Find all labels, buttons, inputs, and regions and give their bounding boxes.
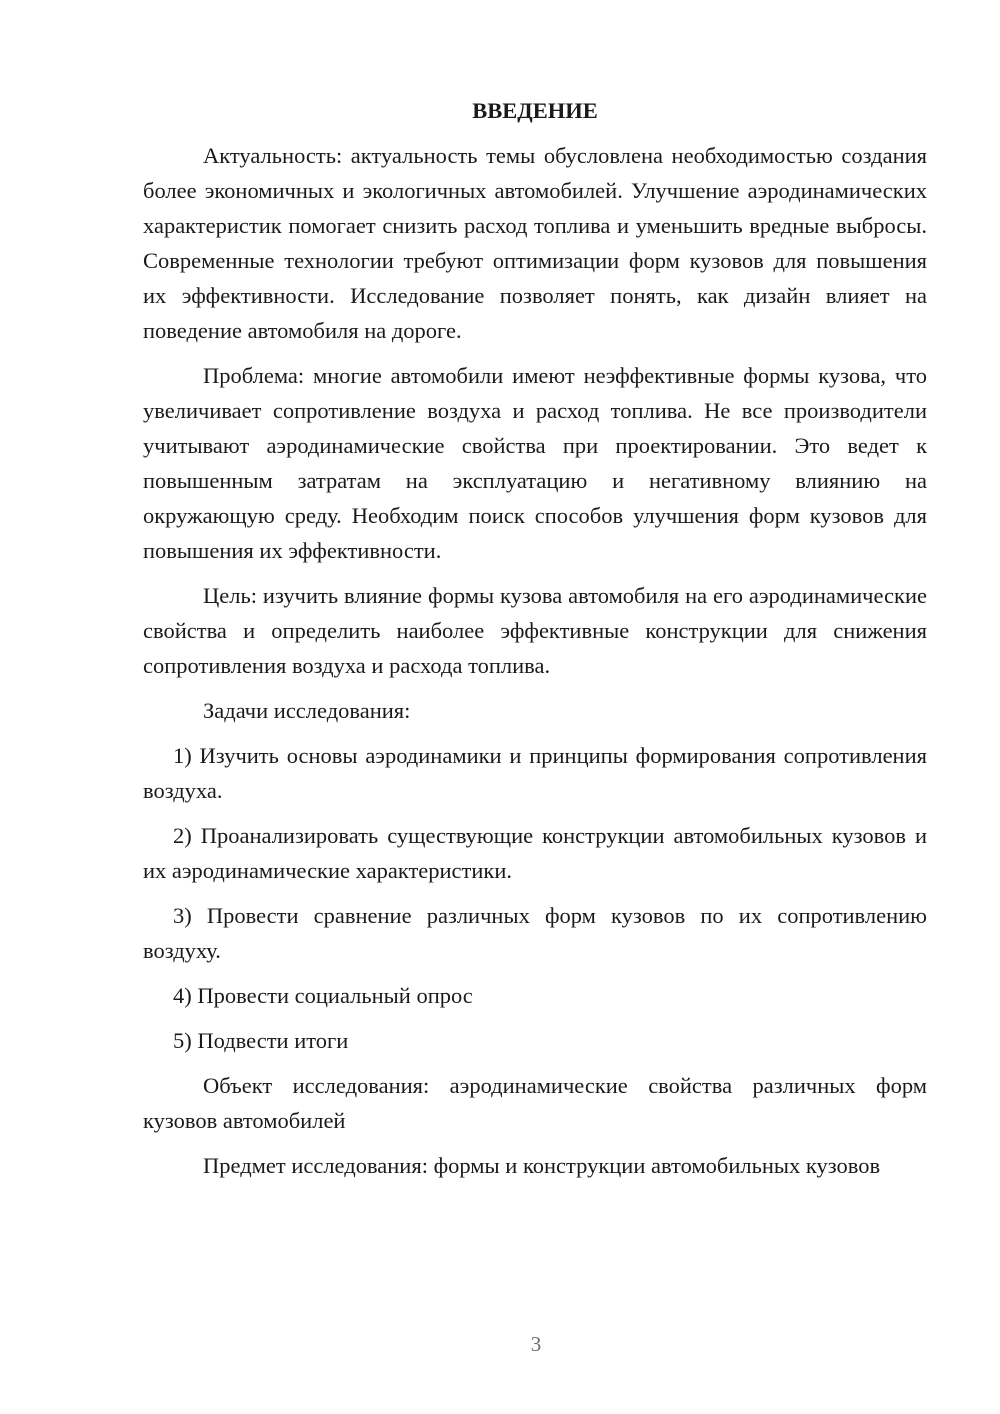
task-item-4: 4) Провести социальный опрос xyxy=(173,983,473,1008)
problem-paragraph: Проблема: многие автомобили имеют неэффективные формы кузова, что увеличивает сопротивление воздуха и расход топлива. Не все производители учитывают аэродинамические свойства при проектировании. Это ведет к повышенным затратам на эксплуатацию и негативному влиянию на окружающую среду. Необходим поиск способов улучшения форм кузовов для повышения их эффективности. xyxy=(143,363,927,563)
object-paragraph: Объект исследования: аэродинамические свойства различных форм кузовов автомобилей xyxy=(143,1073,927,1133)
page-number: 3 xyxy=(530,1332,542,1356)
page-title: ВВЕДЕНИЕ xyxy=(472,98,598,123)
task-item-1: 1) Изучить основы аэродинамики и принципы формирования сопротивления воздуха. xyxy=(143,743,927,803)
task-item-2: 2) Проанализировать существующие конструкции автомобильных кузовов и их аэродинамические характеристики. xyxy=(143,823,927,883)
subject-paragraph: Предмет исследования: формы и конструкции автомобильных кузовов xyxy=(203,1153,881,1178)
task-item-3: 3) Провести сравнение различных форм кузовов по их сопротивлению воздуху. xyxy=(143,903,927,963)
tasks-heading: Задачи исследования: xyxy=(203,698,411,723)
task-item-5: 5) Подвести итоги xyxy=(173,1028,349,1053)
relevance-paragraph: Актуальность: актуальность темы обусловлена необходимостью создания более экономичных и экологичных автомобилей. Улучшение аэродинамических характеристик помогает снизить расход топлива и уменьшить вредные выбросы. Современные технологии требуют оптимизации форм кузовов для повышения их эффективности. Исследование позволяет понять, как дизайн влияет на поведение автомобиля на дороге. xyxy=(143,143,927,343)
page-content xyxy=(143,96,927,1193)
goal-paragraph: Цель: изучить влияние формы кузова автомобиля на его аэродинамические свойства и определить наиболее эффективные конструкции для снижения сопротивления воздуха и расхода топлива. xyxy=(143,583,927,678)
